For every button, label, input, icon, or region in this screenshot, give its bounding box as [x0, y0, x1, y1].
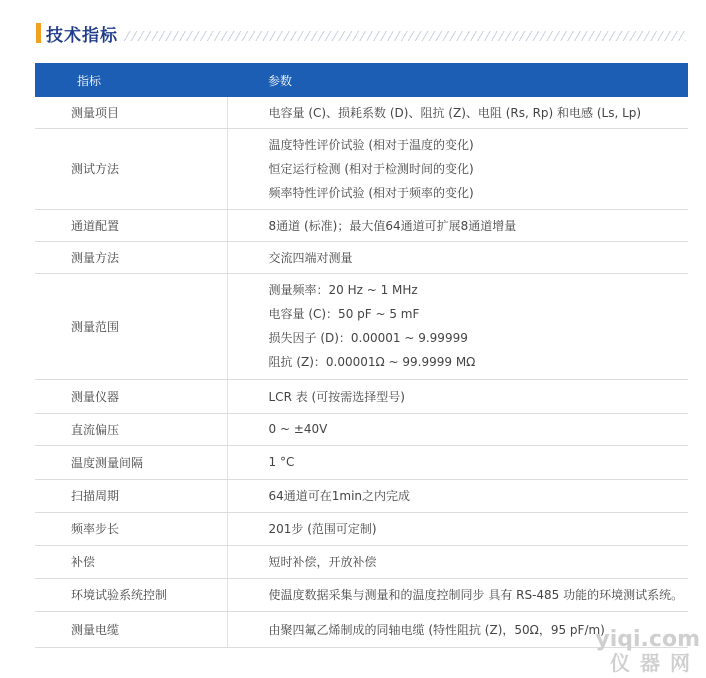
spec-value [227, 445, 688, 479]
header-indicator: 指标 [35, 63, 227, 97]
table-row [35, 611, 688, 647]
spec-value [227, 413, 688, 445]
spec-name: 补偿 [35, 545, 227, 578]
spec-value-line: 8通道 (标准)；最大值64通道可扩展8通道增量 [268, 218, 517, 233]
spec-value-line: 交流四端对测量 [268, 250, 353, 265]
table-row [35, 209, 688, 241]
spec-value [227, 273, 688, 379]
spec-value-line: 损失因子 (D)：0.00001 ~ 9.99999 [268, 331, 468, 345]
table-row [35, 97, 688, 128]
spec-name: 测量方法 [35, 241, 227, 273]
spec-value-line: 电容量 (C)：50 pF ~ 5 mF [268, 307, 420, 321]
spec-name: 测量电缆 [35, 611, 227, 647]
spec-value-line: 0 ~ ±40V [268, 422, 328, 436]
spec-value-line: 201步 (范围可定制) [268, 522, 377, 536]
spec-name: 温度测量间隔 [35, 445, 227, 479]
spec-table [35, 63, 688, 648]
header-parameter: 参数 [227, 63, 688, 97]
spec-value-line: 短时补偿，开放补偿 [268, 555, 377, 569]
spec-value [227, 97, 688, 128]
spec-value-line: 阻抗 (Z)：0.00001Ω ~ 99.9999 MΩ [268, 355, 476, 369]
spec-value [227, 128, 688, 209]
spec-value-line: 电容量 (C)、损耗系数 (D)、阻抗 (Z)、电阻 (Rs, Rp) 和电感 (Ls, Lp) [268, 105, 642, 120]
table-row [35, 273, 688, 379]
spec-value [227, 578, 688, 611]
table-row [35, 512, 688, 545]
spec-name: 测量范围 [35, 273, 227, 379]
table-row [35, 578, 688, 611]
spec-value [227, 379, 688, 413]
spec-value [227, 545, 688, 578]
watermark-domain: yiqi.com [595, 626, 700, 652]
spec-name: 环境试验系统控制 [35, 578, 227, 611]
spec-value-line: 温度特性评价试验 (相对于温度的变化) [268, 137, 474, 152]
spec-name: 通道配置 [35, 209, 227, 241]
table-row [35, 445, 688, 479]
table-row [35, 379, 688, 413]
table-row [35, 545, 688, 578]
table-row [35, 413, 688, 445]
watermark-chinese: 仪器网 [610, 651, 700, 675]
spec-value-line: 64通道可在1min之内完成 [268, 489, 411, 503]
spec-value-line: LCR 表 (可按需选择型号) [268, 389, 405, 404]
table-row [35, 241, 688, 273]
spec-value-line: 频率特性评价试验 (相对于频率的变化) [268, 185, 474, 200]
section-heading [36, 20, 118, 46]
spec-value [227, 512, 688, 545]
table-header-row [35, 63, 688, 97]
spec-value [227, 209, 688, 241]
page-title: 技术指标 [46, 25, 118, 46]
spec-name: 直流偏压 [35, 413, 227, 445]
spec-name: 扫描周期 [35, 479, 227, 512]
heading-decoration [124, 31, 686, 41]
heading-accent-bar [36, 23, 41, 43]
spec-name: 测量仪器 [35, 379, 227, 413]
spec-value-line: 1 °C [268, 455, 295, 469]
spec-value-line: 由聚四氟乙烯制成的同轴电缆 (特性阻抗 (Z)，50Ω，95 pF/m) [268, 622, 605, 637]
watermark [595, 628, 700, 674]
spec-value [227, 479, 688, 512]
table-row [35, 479, 688, 512]
spec-name: 频率步长 [35, 512, 227, 545]
spec-value [227, 241, 688, 273]
spec-value-line: 测量频率：20 Hz ~ 1 MHz [268, 283, 418, 297]
spec-value-line: 使温度数据采集与测量和的温度控制同步 具有 RS-485 功能的环境测试系统。 [268, 588, 684, 602]
spec-name: 测量项目 [35, 97, 227, 128]
table-row [35, 128, 688, 209]
spec-value-line: 恒定运行检测 (相对于检测时间的变化) [268, 161, 474, 176]
spec-name: 测试方法 [35, 128, 227, 209]
